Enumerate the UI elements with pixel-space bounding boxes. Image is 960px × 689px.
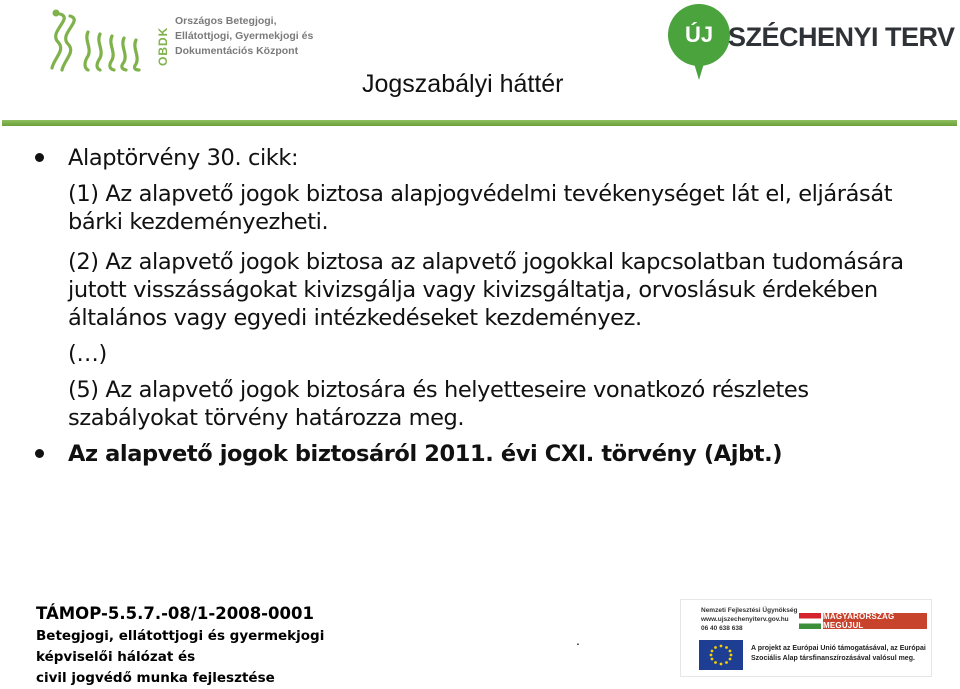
obdk-logo: [44, 8, 314, 74]
title-divider: [2, 120, 957, 126]
ellipsis: (…): [68, 341, 107, 367]
bullet-item: [32, 144, 938, 172]
slide-body: [68, 144, 938, 468]
szechenyi-wordmark: SZÉCHENYI TERV: [728, 22, 955, 52]
nfu-eu-banner: [680, 599, 932, 677]
project-line: Betegjogi, ellátottjogi és gyermekjogi: [36, 628, 325, 644]
obdk-name-line: Ellátottjogi, Gyermekjogi és: [175, 30, 314, 42]
footer-project-info: [36, 602, 324, 689]
eu-line: A projekt az Európai Unió támogatásával, az Európai: [751, 645, 926, 652]
bullet-item: [32, 440, 938, 468]
obdk-name-line: Dokumentációs Központ: [175, 45, 299, 57]
szechenyi-terv-logo: [668, 4, 955, 90]
obdk-abbreviation: OBDK: [156, 26, 170, 66]
bullet-text: Alaptörvény 30. cikk:: [68, 145, 299, 171]
hungarian-flag-icon: [799, 613, 821, 629]
bullet-text: Az alapvető jogok biztosáról 2011. évi CXI. törvény (Ajbt.): [68, 441, 783, 467]
obdk-name-line: Országos Betegjogi,: [175, 15, 277, 27]
paragraph-5: (5) Az alapvető jogok biztosára és helyetteseire vonatkozó részletes szabályokat törvény határozza meg.: [68, 377, 809, 431]
eu-line: Szociális Alap társfinanszírozásával valósul meg.: [751, 655, 915, 662]
project-line: civil jogvédő munka fejlesztése: [36, 670, 275, 686]
bullet-icon: [35, 449, 44, 458]
nfu-line: Nemzeti Fejlesztési Ügynökség: [701, 607, 798, 614]
paragraph-2: (2) Az alapvető jogok biztosa az alapvető jogokkal kapcsolatban tudomására jutott visszásságokat kivizsgálja vagy kivizsgáltatja, orvoslásuk érdekében általános vagy egyedi intézkedéseket kezdeményez.: [68, 249, 904, 331]
nfu-line: 06 40 638 638: [701, 625, 743, 632]
eu-support-text: [751, 644, 926, 664]
eu-flag-icon: [699, 640, 743, 670]
nfu-contact: [701, 606, 797, 633]
bullet-icon: [35, 153, 44, 162]
szechenyi-badge: ÚJ: [668, 4, 730, 66]
project-line: képviselői hálózat és: [36, 649, 196, 665]
nfu-line: www.ujszechenyiterv.gov.hu: [701, 616, 789, 623]
paragraph-1: (1) Az alapvető jogok biztosa alapjogvédelmi tevékenységet lát el, eljárását bárki kezdeményezheti.: [68, 181, 893, 235]
slide-title: Jogszabályi háttér: [362, 70, 564, 98]
footer-dot: .: [576, 632, 580, 648]
obdk-name: [175, 14, 313, 59]
magyarorszag-megujul-badge: MAGYARORSZÁG MEGÚJUL: [823, 613, 927, 629]
obdk-logo-mark-icon: [44, 8, 174, 74]
project-code: TÁMOP-5.5.7.-08/1-2008-0001: [36, 604, 314, 623]
